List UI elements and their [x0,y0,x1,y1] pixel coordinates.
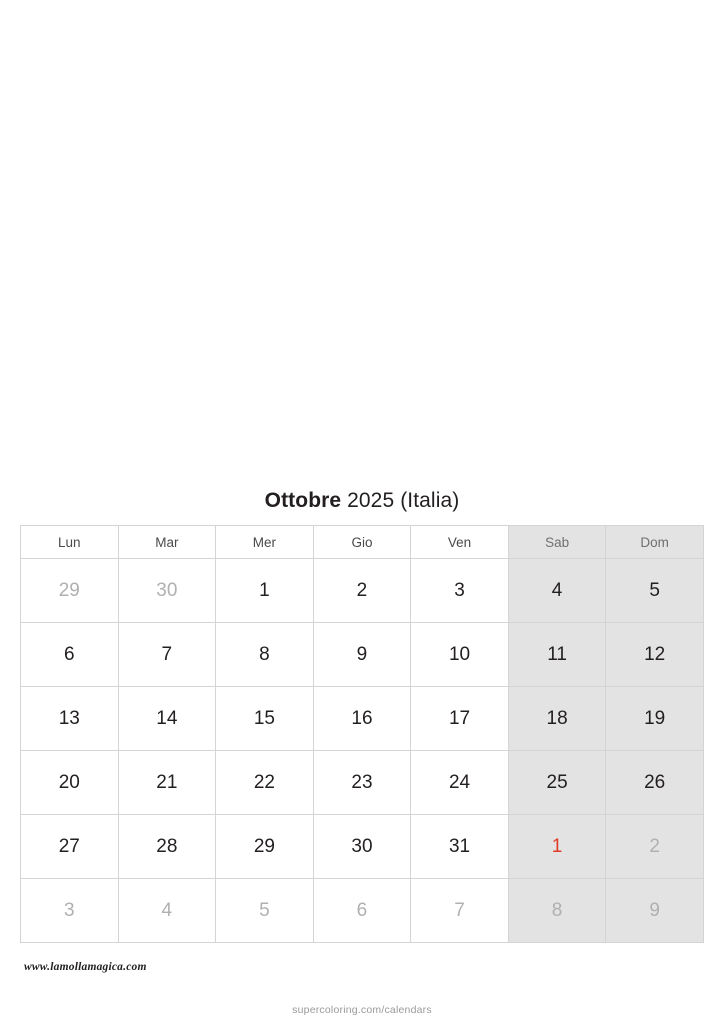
day-cell: 23 [313,751,411,815]
calendar-block [20,488,704,943]
calendar-title [20,488,704,514]
day-cell: 27 [21,815,119,879]
day-cell: 22 [216,751,314,815]
day-cell: 30 [313,815,411,879]
calendar-week-row [21,879,704,943]
day-cell: 7 [411,879,509,943]
calendar-title-year: 2025 [347,489,395,512]
day-cell: 7 [118,623,216,687]
day-cell: 29 [216,815,314,879]
day-cell: 3 [411,559,509,623]
day-cell: 19 [606,687,704,751]
day-cell: 9 [313,623,411,687]
day-cell: 8 [216,623,314,687]
weekday-header-lun: Lun [21,526,119,559]
site-watermark: www.lamollamagica.com [24,961,147,973]
calendar-body [21,559,704,943]
weekday-header-gio: Gio [313,526,411,559]
calendar-week-row [21,623,704,687]
weekday-header-mer: Mer [216,526,314,559]
day-cell: 6 [313,879,411,943]
day-cell: 4 [118,879,216,943]
weekday-header-dom: Dom [606,526,704,559]
day-cell: 29 [21,559,119,623]
day-cell: 4 [508,559,606,623]
calendar-title-month: Ottobre [264,489,342,512]
day-cell: 21 [118,751,216,815]
day-cell: 6 [21,623,119,687]
day-cell: 2 [606,815,704,879]
footer-credit: supercoloring.com/calendars [292,1004,432,1016]
day-cell: 18 [508,687,606,751]
day-cell: 26 [606,751,704,815]
day-cell: 3 [21,879,119,943]
weekday-header-mar: Mar [118,526,216,559]
calendar-header-row-group [21,526,704,559]
calendar-table [20,525,704,943]
day-cell: 5 [606,559,704,623]
day-cell: 20 [21,751,119,815]
calendar-week-row [21,559,704,623]
day-cell: 13 [21,687,119,751]
day-cell: 16 [313,687,411,751]
day-cell: 10 [411,623,509,687]
day-cell: 11 [508,623,606,687]
day-cell: 8 [508,879,606,943]
day-cell: 9 [606,879,704,943]
calendar-week-row [21,751,704,815]
day-cell: 24 [411,751,509,815]
day-cell: 2 [313,559,411,623]
day-cell: 28 [118,815,216,879]
calendar-week-row [21,815,704,879]
day-cell-holiday: 1 [508,815,606,879]
calendar-title-region: (Italia) [400,489,460,512]
day-cell: 15 [216,687,314,751]
day-cell: 31 [411,815,509,879]
day-cell: 12 [606,623,704,687]
day-cell: 1 [216,559,314,623]
weekday-header-sab: Sab [508,526,606,559]
day-cell: 14 [118,687,216,751]
day-cell: 30 [118,559,216,623]
weekday-header-ven: Ven [411,526,509,559]
weekday-header-row [21,526,704,559]
day-cell: 17 [411,687,509,751]
day-cell: 5 [216,879,314,943]
day-cell: 25 [508,751,606,815]
calendar-week-row [21,687,704,751]
